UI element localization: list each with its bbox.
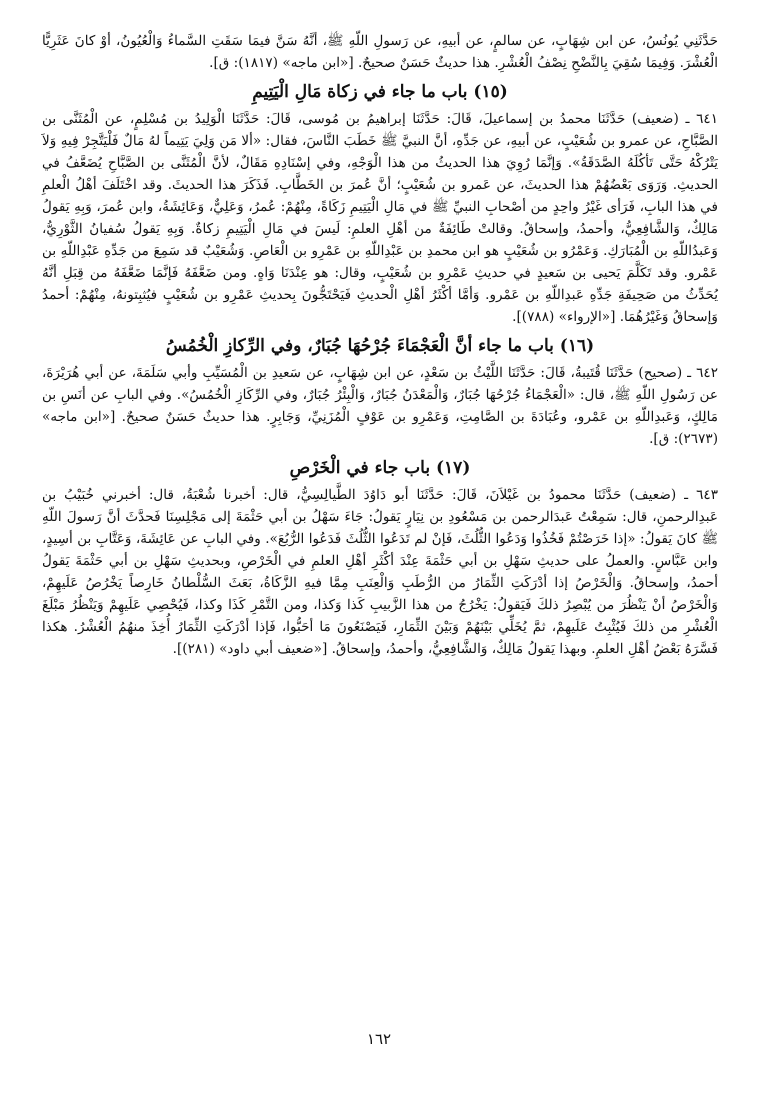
hadith-643: ٦٤٣ ـ (ضعيف) حَدَّثَنَا محمودُ بن غَيْلاَنَ، قَالَ: حَدَّثَنَا أبو دَاوُدَ الطَّيالِسِيُّ، قال: أخبرنا شُعْبَةُ، قال: أخبرني خُبَيْبُ بن عَبدِالرحمنِ، قال: سَمِعْتُ عَبدَالرحمن بن مَسْعُودِ بن نِيَارٍ يَقولُ: جَاءَ سَهْلُ بن أبي حَثْمَةَ إلى مَجْلِسِنَا فَحدَّثَ أنَّ رَسولَ اللّهِ ﷺ كانَ يَقولُ: «إذا خَرَصْتُمْ فَخُذُوا وَدَعُوا الثُّلُثَ، فَإنْ لم تَدَعُوا الثُّلُثَ فَدَعُوا الرُّبُعَ». وفي البابِ عن عَائِشَةَ، وَعَتَّابِ بن أسِيدٍ، وابن عَبَّاسٍ. والعملُ على حديثِ سَهْلِ بن أبي حَثْمَةَ عِنْدَ أكْثَرِ أهْلِ العلمِ في الْخَرْصِ، وبحديثِ سَهْلِ بن أبي حَثْمَةَ يَقولُ أحمدُ، وإسحاقُ. وَالْخَرْصُ إذا أدْرَكَتِ الثِّمَارُ من الرُّطَبِ وَالْعِنَبِ مِمَّا فيهِ الزَّكَاةُ، بَعَثَ السُّلْطانُ خَارِصاً يَخْرُصُ عَلَيهِمْ، وَالْخَرْصُ أنْ يَنْظُرَ من يُبْصِرُ ذلكَ فَيَقولُ: يَخْرُجُ من هذا الزَّبيبِ كَذا وَكذا، ومن التَّمْرِ كَذَا وكذا، فَيُحْصِي عَلَيهِمْ وَيَنْظُرُ مَبْلَغَ الْعُشْرِ من ذلكَ فَيُثْبِتُ عَلَيهِمْ، ثمَّ يُخَلِّي بَيْنَهُمْ وَبَيْنَ الثِّمَارِ، فَيَصْنَعُونَ مَا أحَبُّوا، فَإذا أدْرَكَتِ الثِّمَارُ أُخِذَ منهُمُ الْعُشْرُ. هكذا فَسَّرَهُ بَعْضُ أهْلِ العلمِ. وبهذا يَقولُ مَالِكٌ، وَالشَّافِعِيُّ، وأحمدُ، وإسحاقُ. [«ضعيف أبي داود» (٢٨١)]. (42, 487, 718, 657)
chapter-heading-16: (١٦) باب ما جاء أنَّ الْعَجْمَاءَ جُرْحُهَا جُبَارٌ، وفي الرِّكازِ الْخُمُسُ (165, 336, 595, 356)
chapter-heading-15: (١٥) باب ما جاء في زكاة مَالِ الْيَتِيمِ (252, 82, 508, 102)
hadith-642: ٦٤٢ ـ (صحيح) حَدَّثَنَا قُتَيبةُ، قَالَ: حَدَّثَنَا اللَّيْثُ بن سَعْدٍ، عن ابن شِهَابٍ، عن سَعيدِ بن الْمُسَيِّبِ وأبي سَلَمَةَ، عن أبي هُرَيْرَةَ، عن رَسُولِ اللّهِ ﷺ، قال: «الْعَجْمَاءُ جُرْحُهَا جُبَارٌ، وَالْمَعْدَنُ جُبَارٌ، وَالْبِئْرُ جُبَارٌ، وفي الرِّكَازِ الْخُمُسُ». وفي البابِ عن أنَسِ بن مَالِكٍ، وَعَبدِاللّهِ بن عَمْرو، وعُبَادَةَ بن الصَّامِتِ، وَعَمْرِو بن عَوْفٍ الْمُزَنِيِّ، وَجَابِرٍ. هذا حديثٌ حَسَنٌ صحيحٌ. [«ابن ماجه» (٢٦٧٣): ق]. (42, 365, 718, 447)
hadith-641: ٦٤١ ـ (ضعيف) حَدَّثَنَا محمدُ بن إسماعيلَ، قَالَ: حَدَّثَنَا إبراهيمُ بن مُوسى، قَالَ: حَدَّثَنَا الْوَلِيدُ بن مُسْلِمٍ، عن الْمُثَنَّى بن الصَّبَّاحِ، عن عمرو بن شُعَيْبٍ، عن أبيهِ، عن جَدِّهِ، أنَّ النبيَّ ﷺ خَطَبَ النَّاسَ، فقال: «ألا مَن وَلِيَ يَتِيماً لهُ مَالٌ فَلْيَتَّجِرْ فِيهِ وَلاَ يَتْرُكْهُ حَتَّى تَأكُلَهُ الصَّدَقَةُ». وَإنَّمَا رُوِيَ هذا الحديثُ من هذا الْوَجْهِ، وفي إسْنَادِهِ مَقَالٌ، لأنَّ الْمُثَنَّى بن الصَّبَّاحِ يُضَعَّفُ في الحديثِ. وَرَوَى بَعْضُهُمْ هذا الحديثَ، عن عَمرو بن شُعَيْبٍ؛ أنَّ عُمرَ بن الخَطَّابِ. فَذَكَرَ هذا الحديثَ. وقد اخْتَلَفَ أهْلُ الْعلمِ في هذا البابِ، فَرَأى غَيْرُ واحِدٍ من أصْحابِ النبيِّ ﷺ في مَالِ الْيَتِيمِ زَكَاةً، مِنْهُمْ: عُمرُ، وَعَلِيٌّ، وَعَائِشَةُ، وابن عُمرَ، وَبِهِ يَقولُ مَالِكٌ، وَالشَّافِعِيُّ، وأحمدُ، وإسحاقُ. وقالتْ طَائِفَةٌ من أهْلِ العلمِ: لَيسَ في مَالِ الْيَتِيمِ زكاةٌ. وَبِهِ يَقولُ سُفيانُ الثَّوْرِيُّ، وَعَبدُاللّهِ بن الْمُبَارَكِ. وَعَمْرُو بن شُعَيْبٍ هو ابن محمدِ بن عَبْدِاللّهِ بن عَمْرِو بن الْعَاصِ. وَشُعَيْبٌ قد سَمِعَ من جَدِّهِ عَبْدِاللّهِ بن عَمْرو. وقد تَكَلَّمَ يَحيى بن سَعيدٍ في حديثِ عَمْرِو بن شُعَيْبٍ، وقال: هو عِنْدَنَا وَاهٍ. ومن ضَعَّفَهُ فَإنَّمَا ضَعَّفَهُ من قِبَلِ أنَّهُ يُحَدِّثُ من صَحِيفَةِ جَدِّهِ عَبدِاللّهِ بن عَمْرو. وَأمَّا أكْثَرُ أهْلِ الْحديثِ فَيَحْتَجُّونَ بِحديثِ عَمْرِو بن شُعَيْبٍ فيُثبِتونهُ، مِنْهُمْ: أحمدُ وَإسحاقُ وَغَيْرُهُمَا. [«الإرواء» (٧٨٨)]. (42, 111, 718, 325)
page-number: ١٦٢ (366, 1030, 392, 1048)
chapter-heading-17: (١٧) باب جاء في الْخَرْصِ (289, 458, 471, 478)
intro-paragraph: حَدَّثَنِي يُونُسُ، عن ابن شِهَابٍ، عن سالمٍ، عن أبيهِ، عن رَسولِ اللّهِ ﷺ، أنَّهُ سَنَّ فيمَا سَقَتِ السَّماءُ وَالْعُيُونُ، أوْ كانَ عَثَرِيًّا الْعُشْرَ. وَفِيمَا سُقِيَ بِالنَّضْحِ نِصْفُ الْعُشْرِ. هذا حديثٌ حَسَنٌ صحيحٌ. [«ابن ماجه» (١٨١٧): ق]. (42, 33, 718, 71)
page-body (42, 30, 718, 660)
